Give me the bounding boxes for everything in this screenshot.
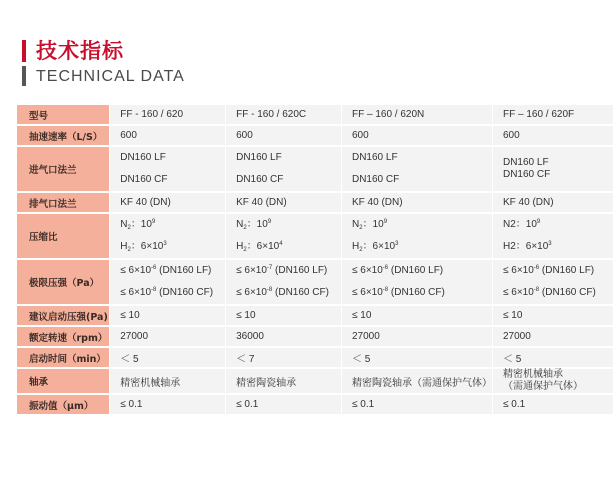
row-label-pumping-speed: 抽速速率（L/S） bbox=[17, 125, 110, 146]
section-title-en: TECHNICAL DATA bbox=[36, 68, 185, 85]
start-time-cell: ＜ 7 bbox=[226, 347, 342, 368]
table-row-inlet-flange bbox=[17, 146, 614, 192]
row-label-outlet-flange: 排气口法兰 bbox=[17, 192, 110, 213]
inlet-cf: DN160 CF bbox=[351, 174, 400, 185]
bearing-cell: 精密陶瓷轴承 bbox=[226, 368, 342, 394]
table-row-compression bbox=[17, 213, 614, 259]
bearing-cell bbox=[492, 368, 613, 394]
rated-speed-cell: 27000 bbox=[110, 326, 226, 347]
row-label-ultimate-pressure: 极限压强（Pa） bbox=[17, 259, 110, 305]
vibration-cell: ≤ 0.1 bbox=[110, 394, 226, 415]
ultimate-cf: ≤ $6\times 10^{-8}$ (DN160 CF) bbox=[120, 287, 214, 298]
row-label-bearing: 轴承 bbox=[17, 368, 110, 394]
ultimate-lf: ≤ $6\times 10^{-7}$ (DN160 LF) bbox=[236, 265, 328, 276]
inlet-lf: DN160 LF bbox=[502, 157, 549, 168]
start-pressure-cell: ≤ 10 bbox=[492, 305, 613, 326]
pumping-speed-cell: 600 bbox=[226, 125, 342, 146]
table-row-start-time bbox=[17, 347, 614, 368]
outlet-flange-cell: KF 40 (DN) bbox=[341, 192, 492, 213]
n2-ratio: $N_2$：$10^9$ bbox=[236, 219, 272, 231]
rated-speed-cell: 27000 bbox=[341, 326, 492, 347]
bearing-cell: 精密机械轴承 bbox=[110, 368, 226, 394]
ultimate-lf: ≤ $6\times 10^{-6}$ (DN160 LF) bbox=[120, 265, 212, 276]
compression-cell bbox=[226, 213, 342, 259]
inlet-flange-cell bbox=[341, 146, 492, 192]
inlet-cf: DN160 CF bbox=[120, 174, 168, 185]
inlet-cf: DN160 CF bbox=[502, 169, 551, 180]
inlet-flange-cell bbox=[226, 146, 342, 192]
table-row-outlet-flange bbox=[17, 192, 614, 213]
vibration-cell: ≤ 0.1 bbox=[226, 394, 342, 415]
ultimate-cf: ≤ $6\times 10^{-8}$ (DN160 CF) bbox=[351, 287, 445, 298]
row-label-start-time: 启动时间（min） bbox=[17, 347, 110, 368]
inlet-lf: DN160 LF bbox=[351, 152, 398, 163]
table-row-bearing bbox=[17, 368, 614, 394]
accent-bar-gray bbox=[22, 66, 26, 86]
section-header bbox=[22, 36, 222, 96]
h2-ratio: H2：$6\times 10^3$ bbox=[502, 241, 552, 252]
vibration-cell: ≤ 0.1 bbox=[341, 394, 492, 415]
outlet-flange-cell: KF 40 (DN) bbox=[110, 192, 226, 213]
rated-speed-cell: 36000 bbox=[226, 326, 342, 347]
rated-speed-cell: 27000 bbox=[492, 326, 613, 347]
pumping-speed-cell: 600 bbox=[341, 125, 492, 146]
table-row-ultimate-pressure bbox=[17, 259, 614, 305]
ultimate-lf: ≤ $6\times 10^{-6}$ (DN160 LF) bbox=[502, 265, 595, 276]
inlet-flange-cell bbox=[110, 146, 226, 192]
ultimate-pressure-cell bbox=[492, 259, 613, 305]
row-label-vibration: 振动值（μm） bbox=[17, 394, 110, 415]
compression-cell bbox=[110, 213, 226, 259]
row-label-inlet-flange: 进气口法兰 bbox=[17, 146, 110, 192]
bearing-cell: 精密陶瓷轴承（需通保护气体） bbox=[341, 368, 492, 394]
ultimate-cf: ≤ $6\times 10^{-8}$ (DN160 CF) bbox=[502, 287, 596, 298]
compression-cell bbox=[492, 213, 613, 259]
accent-bar bbox=[22, 40, 26, 62]
inlet-lf: DN160 LF bbox=[236, 152, 282, 163]
compression-cell bbox=[341, 213, 492, 259]
pumping-speed-cell: 600 bbox=[110, 125, 226, 146]
start-time-cell: ＜ 5 bbox=[110, 347, 226, 368]
outlet-flange-cell: KF 40 (DN) bbox=[226, 192, 342, 213]
pumping-speed-cell: 600 bbox=[492, 125, 613, 146]
row-label-compression: 压缩比 bbox=[17, 213, 110, 259]
table-row-start-pressure bbox=[17, 305, 614, 326]
table-row-vibration bbox=[17, 394, 614, 415]
inlet-cf: DN160 CF bbox=[236, 174, 284, 185]
table-row-pumping-speed bbox=[17, 125, 614, 146]
inlet-lf: DN160 LF bbox=[120, 152, 166, 163]
n2-ratio: N2：$10^9$ bbox=[502, 219, 541, 230]
start-pressure-cell: ≤ 10 bbox=[110, 305, 226, 326]
start-time-cell: ＜ 5 bbox=[492, 347, 613, 368]
vibration-cell: ≤ 0.1 bbox=[492, 394, 613, 415]
ultimate-pressure-cell bbox=[226, 259, 342, 305]
start-pressure-cell: ≤ 10 bbox=[226, 305, 342, 326]
h2-ratio: $H_2$：$6\times 10^4$ bbox=[236, 241, 283, 253]
ultimate-cf: ≤ $6\times 10^{-8}$ (DN160 CF) bbox=[236, 287, 329, 298]
row-label-model: 型号 bbox=[17, 105, 110, 125]
ultimate-lf: ≤ $6\times 10^{-6}$ (DN160 LF) bbox=[351, 265, 444, 276]
table-row-rated-speed bbox=[17, 326, 614, 347]
h2-ratio: $H_2$：$6\times 10^3$ bbox=[120, 241, 167, 253]
start-pressure-cell: ≤ 10 bbox=[341, 305, 492, 326]
h2-ratio: $H_2$：$6\times 10^3$ bbox=[351, 241, 399, 253]
n2-ratio: $N_2$：$10^9$ bbox=[351, 219, 388, 231]
bearing-line-1: 精密机械轴承 bbox=[502, 369, 563, 380]
section-title-cn: 技术指标 bbox=[36, 39, 124, 63]
table-row-model bbox=[17, 105, 614, 125]
n2-ratio: $N_2$：$10^9$ bbox=[120, 219, 156, 231]
model-cell: FF – 160 / 620F bbox=[492, 105, 613, 125]
outlet-flange-cell: KF 40 (DN) bbox=[492, 192, 613, 213]
ultimate-pressure-cell bbox=[341, 259, 492, 305]
bearing-line-2: （需通保护气体） bbox=[502, 381, 583, 392]
ultimate-pressure-cell bbox=[110, 259, 226, 305]
row-label-start-pressure: 建议启动压强(Pa) bbox=[17, 305, 110, 326]
technical-data-table bbox=[17, 105, 614, 416]
row-label-rated-speed: 额定转速（rpm） bbox=[17, 326, 110, 347]
model-cell: FF - 160 / 620 bbox=[110, 105, 226, 125]
model-cell: FF - 160 / 620C bbox=[226, 105, 342, 125]
inlet-flange-cell bbox=[492, 146, 613, 192]
start-time-cell: ＜ 5 bbox=[341, 347, 492, 368]
model-cell: FF – 160 / 620N bbox=[341, 105, 492, 125]
